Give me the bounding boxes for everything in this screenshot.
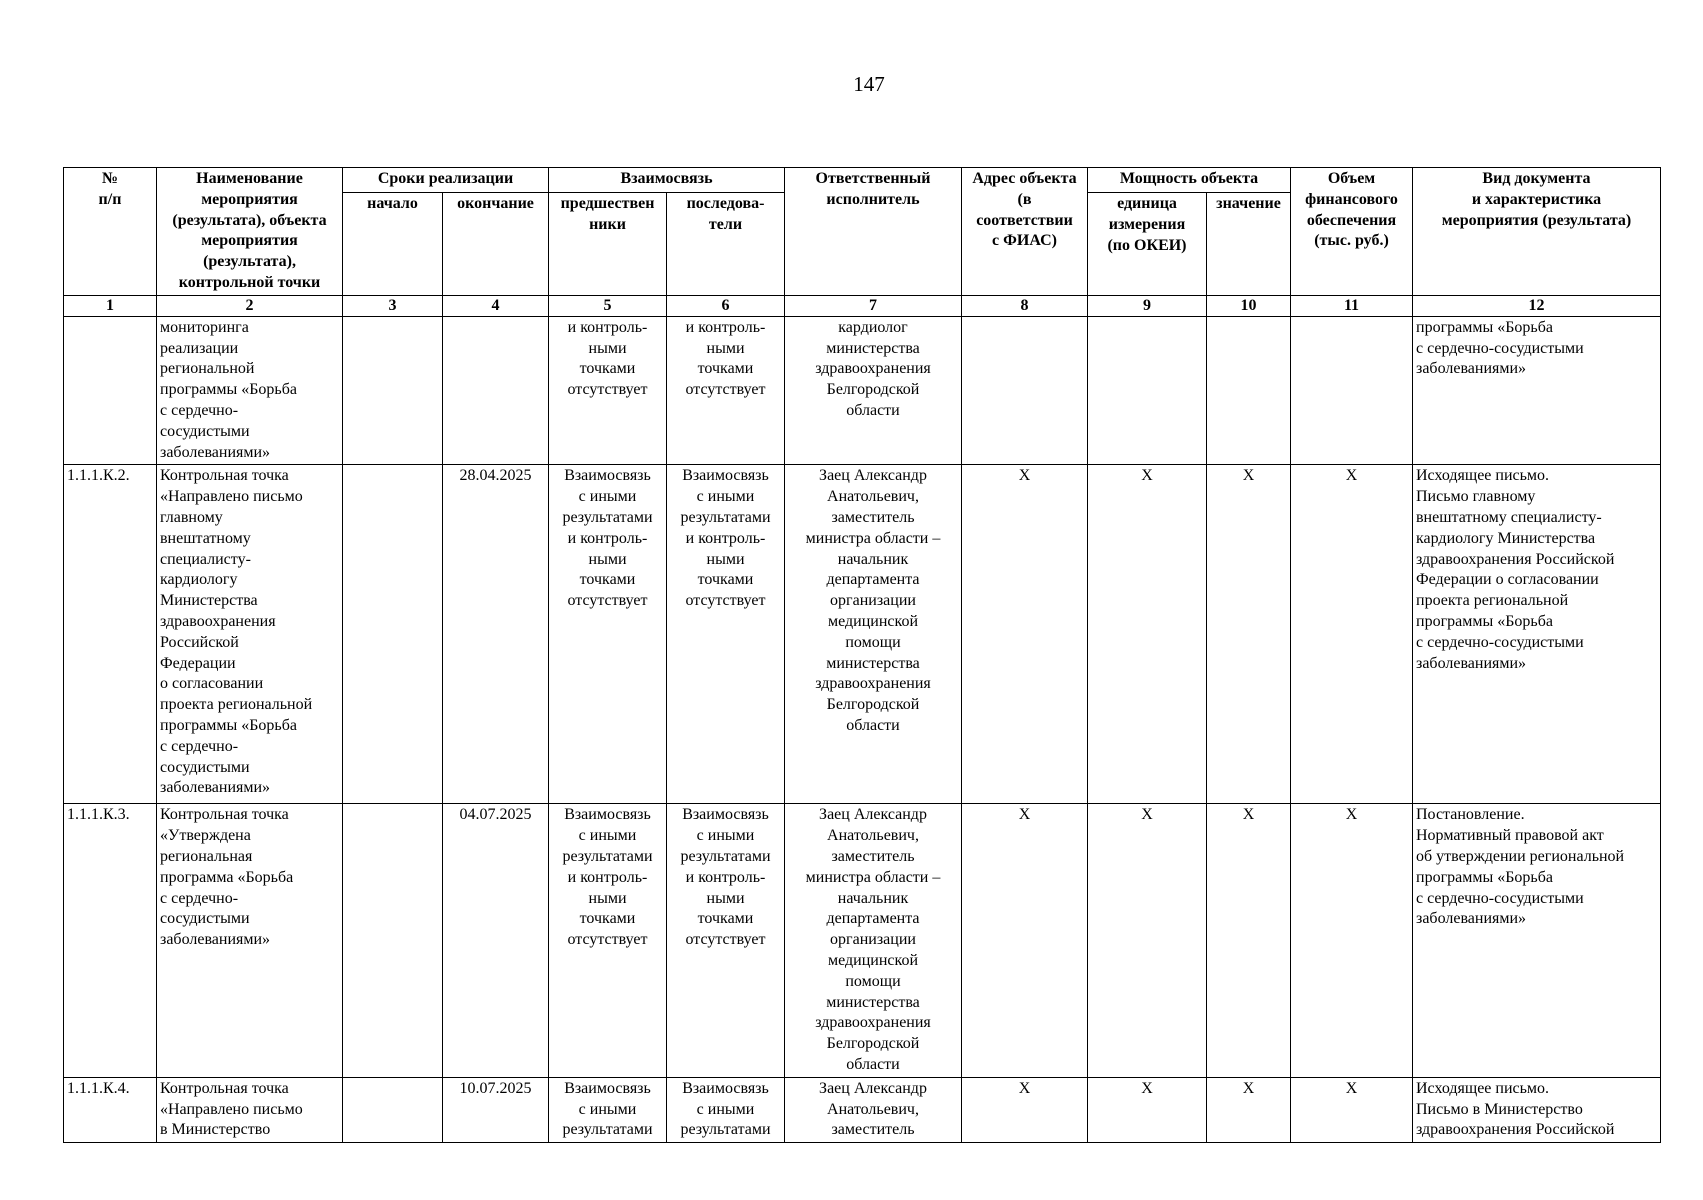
row-responsible: Заец Александр Анатольевич, заместитель министра области – начальник департамента организации медицинской помощи министерства здравоохранения Белгородской области	[785, 804, 962, 1077]
table-row	[64, 804, 1661, 1077]
row-unit	[1088, 316, 1207, 465]
row-value: Х	[1207, 804, 1291, 1077]
column-number: 5	[549, 295, 667, 316]
row-address: Х	[962, 465, 1088, 804]
row-doctype: Исходящее письмо. Письмо в Министерство здравоохранения Российской	[1413, 1077, 1661, 1142]
row-successors: Взаимосвязь с иными результатами	[667, 1077, 785, 1142]
column-number: 7	[785, 295, 962, 316]
table-row	[64, 1077, 1661, 1142]
row-value: Х	[1207, 465, 1291, 804]
header-doctype: Вид документа и характеристика мероприятия (результата)	[1413, 168, 1661, 296]
row-end: 28.04.2025	[443, 465, 549, 804]
column-number: 1	[64, 295, 157, 316]
header-relation: Взаимосвязь	[549, 168, 785, 193]
row-start	[343, 316, 443, 465]
header-successors: последова- тели	[667, 193, 785, 296]
row-number: 1.1.1.К.4.	[64, 1077, 157, 1142]
row-end	[443, 316, 549, 465]
column-number: 12	[1413, 295, 1661, 316]
row-number	[64, 316, 157, 465]
row-value: Х	[1207, 1077, 1291, 1142]
row-doctype: Постановление. Нормативный правовой акт об утверждении региональной программы «Борьба с сердечно-сосудистыми заболеваниями»	[1413, 804, 1661, 1077]
header-terms: Сроки реализации	[343, 168, 549, 193]
row-unit: Х	[1088, 1077, 1207, 1142]
column-number-row	[64, 295, 1661, 316]
column-number: 11	[1291, 295, 1413, 316]
header-predecessors: предшествен ники	[549, 193, 667, 296]
row-finance: Х	[1291, 465, 1413, 804]
header-name: Наименование мероприятия (результата), объекта мероприятия (результата), контрольной точки	[157, 168, 343, 296]
row-predecessors: и контроль- ными точками отсутствует	[549, 316, 667, 465]
column-number: 4	[443, 295, 549, 316]
row-predecessors: Взаимосвязь с иными результатами и контроль- ными точками отсутствует	[549, 465, 667, 804]
row-name: Контрольная точка «Направлено письмо главному внештатному специалисту- кардиологу Министерства здравоохранения Российской Федерации о согласовании проекта региональной программы «Борьба с сердечно- сосудистыми заболеваниями»	[157, 465, 343, 804]
header-unit: единица измерения (по ОКЕИ)	[1088, 193, 1207, 296]
row-start	[343, 465, 443, 804]
row-start	[343, 1077, 443, 1142]
header-number: № п/п	[64, 168, 157, 296]
row-start	[343, 804, 443, 1077]
row-successors: Взаимосвязь с иными результатами и контроль- ными точками отсутствует	[667, 804, 785, 1077]
row-unit: Х	[1088, 804, 1207, 1077]
column-number: 3	[343, 295, 443, 316]
header-capacity: Мощность объекта	[1088, 168, 1291, 193]
page-number: 147	[853, 72, 885, 96]
row-successors: Взаимосвязь с иными результатами и контроль- ными точками отсутствует	[667, 465, 785, 804]
header-responsible: Ответственный исполнитель	[785, 168, 962, 296]
column-number: 9	[1088, 295, 1207, 316]
header-address: Адрес объекта (в соответствии с ФИАС)	[962, 168, 1088, 296]
row-predecessors: Взаимосвязь с иными результатами	[549, 1077, 667, 1142]
plan-table	[63, 167, 1661, 1143]
row-address: Х	[962, 804, 1088, 1077]
row-doctype: программы «Борьба с сердечно-сосудистыми заболеваниями»	[1413, 316, 1661, 465]
row-finance	[1291, 316, 1413, 465]
header-end: окончание	[443, 193, 549, 296]
column-number: 2	[157, 295, 343, 316]
row-finance: Х	[1291, 804, 1413, 1077]
header-value: значение	[1207, 193, 1291, 296]
row-name: мониторинга реализации региональной программы «Борьба с сердечно- сосудистыми заболеваниями»	[157, 316, 343, 465]
column-number: 8	[962, 295, 1088, 316]
row-name: Контрольная точка «Направлено письмо в Министерство	[157, 1077, 343, 1142]
row-responsible: Заец Александр Анатольевич, заместитель	[785, 1077, 962, 1142]
header-start: начало	[343, 193, 443, 296]
row-value	[1207, 316, 1291, 465]
column-number: 6	[667, 295, 785, 316]
row-responsible: Заец Александр Анатольевич, заместитель министра области – начальник департамента организации медицинской помощи министерства здравоохранения Белгородской области	[785, 465, 962, 804]
table-row	[64, 465, 1661, 804]
row-end: 10.07.2025	[443, 1077, 549, 1142]
row-predecessors: Взаимосвязь с иными результатами и контроль- ными точками отсутствует	[549, 804, 667, 1077]
header-finance: Объем финансового обеспечения (тыс. руб.)	[1291, 168, 1413, 296]
row-successors: и контроль- ными точками отсутствует	[667, 316, 785, 465]
row-name: Контрольная точка «Утверждена региональная программа «Борьба с сердечно- сосудистыми заболеваниями»	[157, 804, 343, 1077]
row-number: 1.1.1.К.3.	[64, 804, 157, 1077]
row-end: 04.07.2025	[443, 804, 549, 1077]
row-address: Х	[962, 1077, 1088, 1142]
column-number: 10	[1207, 295, 1291, 316]
row-number: 1.1.1.К.2.	[64, 465, 157, 804]
row-doctype: Исходящее письмо. Письмо главному внештатному специалисту- кардиологу Министерства здравоохранения Российской Федерации о согласовании проекта региональной программы «Борьба с сердечно-сосудистыми заболеваниями»	[1413, 465, 1661, 804]
row-address	[962, 316, 1088, 465]
table-header	[64, 168, 1661, 296]
row-responsible: кардиолог министерства здравоохранения Белгородской области	[785, 316, 962, 465]
row-unit: Х	[1088, 465, 1207, 804]
row-finance: Х	[1291, 1077, 1413, 1142]
table-row	[64, 316, 1661, 465]
